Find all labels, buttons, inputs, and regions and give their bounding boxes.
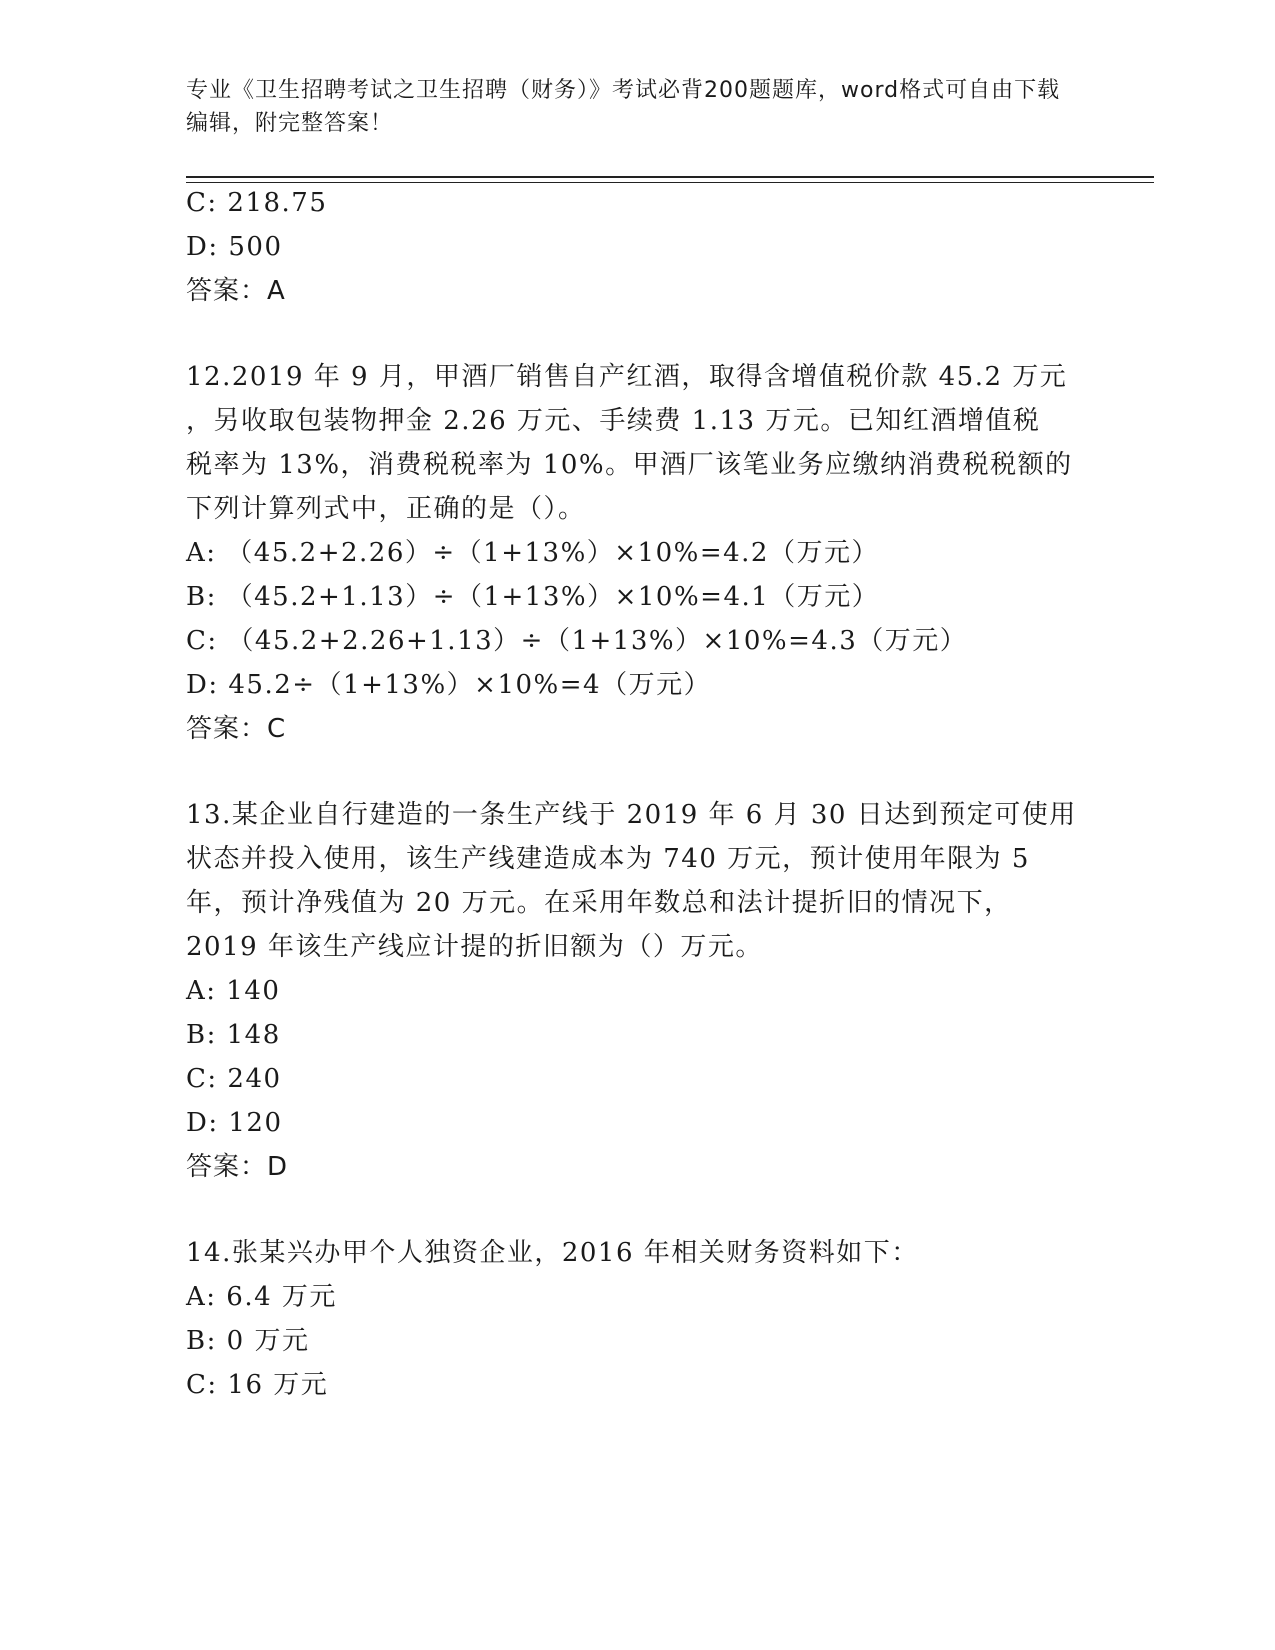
q12-option-a: A: （45.2+2.26）÷（1+13%）×10%=4.2（万元） <box>186 538 879 568</box>
q14-option-b: B: 0 万元 <box>186 1326 310 1356</box>
q12-option-b: B: （45.2+1.13）÷（1+13%）×10%=4.1（万元） <box>186 582 880 612</box>
q13-option-c: C: 240 <box>186 1064 282 1094</box>
q12-stem-line-2: ，另收取包装物押金 2.26 万元、手续费 1.13 万元。已知红酒增值税 <box>186 406 1041 436</box>
header-rule-thin <box>186 182 1154 183</box>
q13-stem-line-4: 2019 年该生产线应计提的折旧额为（）万元。 <box>186 932 763 962</box>
q12-stem-line-3: 税率为 13%，消费税税率为 10%。甲酒厂该笔业务应缴纳消费税税额的 <box>186 450 1073 480</box>
q14-option-a: A: 6.4 万元 <box>186 1282 337 1312</box>
q13-stem-line-3: 年，预计净残值为 20 万元。在采用年数总和法计提折旧的情况下， <box>186 888 1012 918</box>
q13-answer: 答案：D <box>186 1152 289 1182</box>
q13-stem-line-2: 状态并投入使用，该生产线建造成本为 740 万元，预计使用年限为 5 <box>186 844 1030 874</box>
document-header: 专业《卫生招聘考试之卫生招聘（财务）》考试必背200题题库，word格式可自由下载编辑，附完整答案！ <box>186 78 1061 136</box>
q11-answer: 答案：A <box>186 276 286 306</box>
q13-option-a: A: 140 <box>186 976 281 1006</box>
q12-stem-line-1: 12.2019 年 9 月，甲酒厂销售自产红酒，取得含增值税价款 45.2 万元 <box>186 362 1068 392</box>
q12-option-c: C: （45.2+2.26+1.13）÷（1+13%）×10%=4.3（万元） <box>186 626 968 656</box>
q13-option-d: D: 120 <box>186 1108 283 1138</box>
q11-option-d: D: 500 <box>186 232 283 262</box>
q11-option-c: C: 218.75 <box>186 188 328 218</box>
q12-answer: 答案：C <box>186 714 287 744</box>
q14-option-c: C: 16 万元 <box>186 1370 329 1400</box>
q13-stem-line-1: 13.某企业自行建造的一条生产线于 2019 年 6 月 30 日达到预定可使用 <box>186 800 1077 830</box>
q12-stem-line-4: 下列计算列式中，正确的是（）。 <box>186 494 586 524</box>
q14-stem-line-1: 14.张某兴办甲个人独资企业，2016 年相关财务资料如下： <box>186 1238 919 1268</box>
q12-option-d: D: 45.2÷（1+13%）×10%=4（万元） <box>186 670 712 700</box>
q13-option-b: B: 148 <box>186 1020 281 1050</box>
header-rule-thick <box>186 176 1154 178</box>
